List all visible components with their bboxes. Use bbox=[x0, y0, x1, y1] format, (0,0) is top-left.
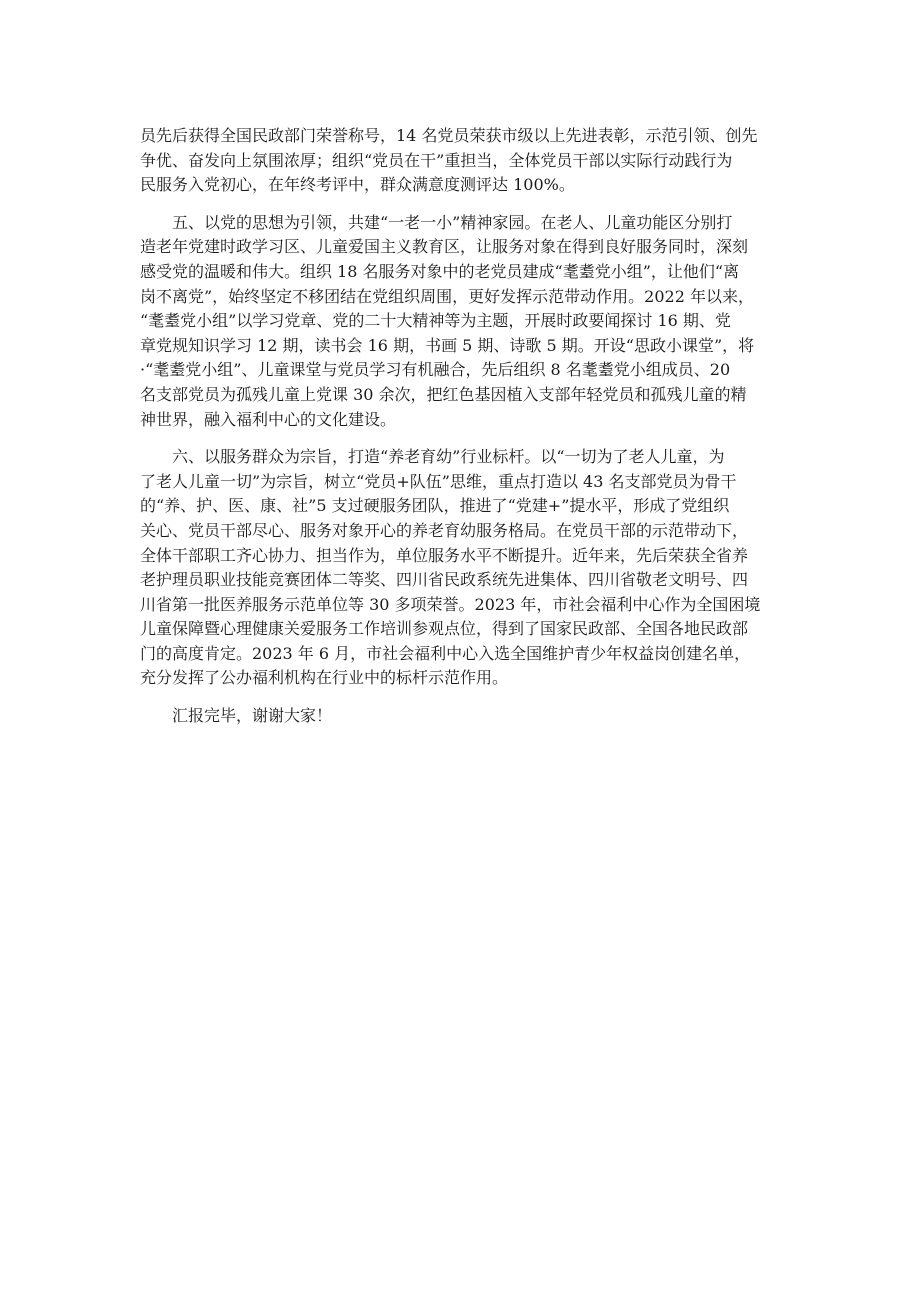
paragraph-1 bbox=[140, 124, 786, 198]
text-line: 造老年党建时政学习区、儿童爱国主义教育区，让服务对象在得到良好服务同时，深刻 bbox=[140, 237, 749, 257]
text-line: “耄耋党小组”以学习党章、党的二十大精神等为主题，开展时政要闻探讨 16 期、党 bbox=[140, 311, 731, 331]
text-line: 门的高度肯定。2023 年 6 月，市社会福利中心入选全国维护青少年权益岗创建名单， bbox=[140, 643, 751, 663]
text-line: 神世界，融入福利中心的文化建设。 bbox=[140, 409, 397, 429]
paragraph-closing bbox=[140, 704, 786, 729]
text-line: 感受党的温暖和伟大。组织 18 名服务对象中的老党员建成“耄耋党小组”，让他们“离 bbox=[140, 261, 740, 281]
paragraph-3 bbox=[140, 445, 786, 691]
text-line: 岗不离党”，始终坚定不移团结在党组织周围，更好发挥示范带动作用。2022 年以来， bbox=[140, 286, 754, 306]
text-line: 争优、奋发向上氛围浓厚；组织“党员在干”重担当，全体党员干部以实际行动践行为 bbox=[140, 150, 733, 170]
text-line: 民服务入党初心，在年终考评中，群众满意度测评达 100%。 bbox=[140, 175, 575, 195]
text-line: 六、以服务群众为宗旨，打造“养老育幼”行业标杆。以“一切为了老人儿童，为 bbox=[172, 447, 725, 467]
text-line: 川省第一批医养服务示范单位等 30 多项荣誉。2023 年，市社会福利中心作为全国困境 bbox=[140, 594, 761, 614]
document-page bbox=[140, 124, 786, 742]
text-line: 充分发挥了公办福利机构在行业中的标杆示范作用。 bbox=[140, 668, 509, 688]
text-line: 名支部党员为孤残儿童上党课 30 余次，把红色基因植入支部年轻党员和孤残儿童的精 bbox=[140, 384, 747, 404]
text-line: 儿童保障暨心理健康关爱服务工作培训参观点位，得到了国家民政部、全国各地民政部 bbox=[140, 619, 749, 639]
closing-line: 汇报完毕，谢谢大家！ bbox=[172, 706, 333, 726]
text-line: 全体干部职工齐心协力、担当作为，单位服务水平不断提升。近年来，先后荣获全省养 bbox=[140, 545, 749, 565]
text-line: 老护理员职业技能竞赛团体二等奖、四川省民政系统先进集体、四川省敬老文明号、四 bbox=[140, 570, 749, 590]
paragraph-2 bbox=[140, 211, 786, 432]
text-line: 员先后获得全国民政部门荣誉称号，14 名党员荣获市级以上先进表彰，示范引领、创先 bbox=[140, 126, 758, 145]
text-line: 的“养、护、医、康、社”5 支过硬服务团队，推进了“党建+”提水平，形成了党组织 bbox=[140, 496, 730, 516]
text-line: 了老人儿童一切”为宗旨，树立“党员+队伍”思维，重点打造以 43 名支部党员为骨干 bbox=[140, 471, 737, 491]
text-line: 五、以党的思想为引领，共建“一老一小”精神家园。在老人、儿童功能区分别打 bbox=[172, 212, 733, 232]
text-line: 章党规知识学习 12 期，读书会 16 期，书画 5 期、诗歌 5 期。开设“思政小课堂”，将 bbox=[140, 335, 755, 355]
text-line: 关心、党员干部尽心、服务对象开心的养老育幼服务格局。在党员干部的示范带动下， bbox=[140, 520, 749, 540]
text-line: ·“耄耋党小组”、儿童课堂与党员学习有机融合，先后组织 8 名耄耋党小组成员、20 bbox=[140, 360, 731, 380]
